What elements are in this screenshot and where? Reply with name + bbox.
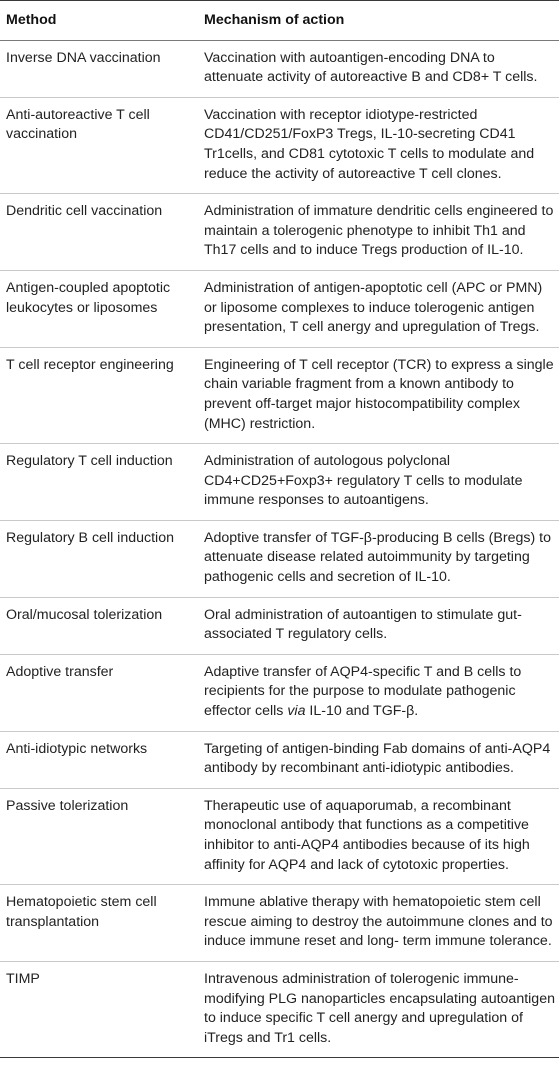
mechanism-cell: Vaccination with receptor idiotype-restricted CD41/CD251/FoxP3 Tregs, IL-10-secreting CD41 Tr1cells, and CD81 cytotoxic T cells to modulate and reduce the activity of autoreactive T cell clones. bbox=[204, 106, 535, 182]
mechanism-cell: Oral administration of autoantigen to stimulate gut-associated T regulatory cells. bbox=[204, 606, 522, 643]
table-row bbox=[0, 788, 559, 884]
mechanism-cell bbox=[200, 654, 559, 731]
method-cell: Anti-autoreactive T cell vaccination bbox=[6, 106, 150, 143]
table-row bbox=[0, 654, 559, 731]
mechanism-cell: Therapeutic use of aquaporumab, a recombinant monoclonal antibody that functions as a competitive inhibitor to anti-AQP4 antibodies because of its high affinity for AQP4 and lack of cytotoxic properties. bbox=[204, 797, 530, 873]
table-row bbox=[0, 444, 559, 521]
mechanism-text-start: Adaptive transfer of AQP4-specific T and B cells to recipients for the purpose to modulate pathogenic effector cells bbox=[204, 663, 522, 720]
method-cell: Hematopoietic stem cell transplantation bbox=[6, 894, 157, 930]
table-row bbox=[0, 885, 559, 962]
mechanism-text-italic: via bbox=[287, 703, 306, 720]
column-header-mechanism: Mechanism of action bbox=[204, 12, 345, 28]
method-cell: Antigen-coupled apoptotic leukocytes or liposomes bbox=[6, 279, 171, 316]
mechanism-cell: Targeting of antigen-binding Fab domains of anti-AQP4 antibody by recombinant anti-idiotypic antibodies. bbox=[204, 740, 551, 777]
method-cell: Regulatory B cell induction bbox=[6, 529, 174, 546]
mechanism-cell: Adoptive transfer of TGF-β-producing B cells (Bregs) to attenuate disease related autoimmunity by targeting pathogenic cells and secretion of IL-10. bbox=[204, 529, 551, 586]
header-row bbox=[0, 1, 559, 41]
mechanism-cell: Immune ablative therapy with hematopoietic stem cell rescue aiming to destroy the autoimmune clones and to induce immune reset and long- term immune tolerance. bbox=[204, 894, 553, 950]
method-cell: Dendritic cell vaccination bbox=[6, 203, 163, 220]
method-cell: Inverse DNA vaccination bbox=[6, 49, 161, 66]
method-cell: Regulatory T cell induction bbox=[6, 453, 173, 470]
method-cell: Oral/mucosal tolerization bbox=[6, 606, 163, 623]
table-row bbox=[0, 520, 559, 597]
table-row bbox=[0, 40, 559, 97]
table-row bbox=[0, 270, 559, 347]
table-row bbox=[0, 194, 559, 271]
table-header bbox=[0, 1, 559, 41]
mechanism-cell: Administration of antigen-apoptotic cell (APC or PMN) or liposome complexes to induce tolerogenic antigen presentation, T cell anergy and upregulation of Tregs. bbox=[204, 279, 543, 336]
mechanism-cell: Intravenous administration of tolerogenic immune-modifying PLG nanoparticles encapsulating autoantigen to induce specific T cell anergy and upregulation of iTregs and Tr1 cells. bbox=[204, 970, 555, 1046]
table-row bbox=[0, 97, 559, 193]
table-row bbox=[0, 961, 559, 1057]
mechanism-cell: Administration of immature dendritic cells engineered to maintain a tolerogenic phenotype to inhibit Th1 and Th17 cells and to induce Tregs production of IL-10. bbox=[204, 203, 554, 259]
method-cell: Passive tolerization bbox=[6, 797, 129, 814]
method-cell: Anti-idiotypic networks bbox=[6, 740, 148, 757]
mechanism-cell: Engineering of T cell receptor (TCR) to express a single chain variable fragment from a known antibody to prevent off-target major histocompatibility complex (MHC) restriction. bbox=[204, 356, 554, 432]
mechanism-cell: Vaccination with autoantigen-encoding DNA to attenuate activity of autoreactive B and CD8+ T cells. bbox=[204, 49, 538, 86]
method-cell: T cell receptor engineering bbox=[6, 356, 174, 373]
mechanism-text-end: IL-10 and TGF-β. bbox=[305, 703, 419, 720]
table-row bbox=[0, 731, 559, 788]
table-row bbox=[0, 347, 559, 443]
method-cell: Adoptive transfer bbox=[6, 663, 114, 680]
mechanism-cell: Administration of autologous polyclonal CD4+CD25+Foxp3+ regulatory T cells to modulate immune responses to autoantigens. bbox=[204, 453, 523, 509]
table-body bbox=[0, 40, 559, 1058]
method-cell: TIMP bbox=[6, 970, 40, 987]
column-header-method: Method bbox=[6, 12, 57, 28]
table-row bbox=[0, 597, 559, 654]
